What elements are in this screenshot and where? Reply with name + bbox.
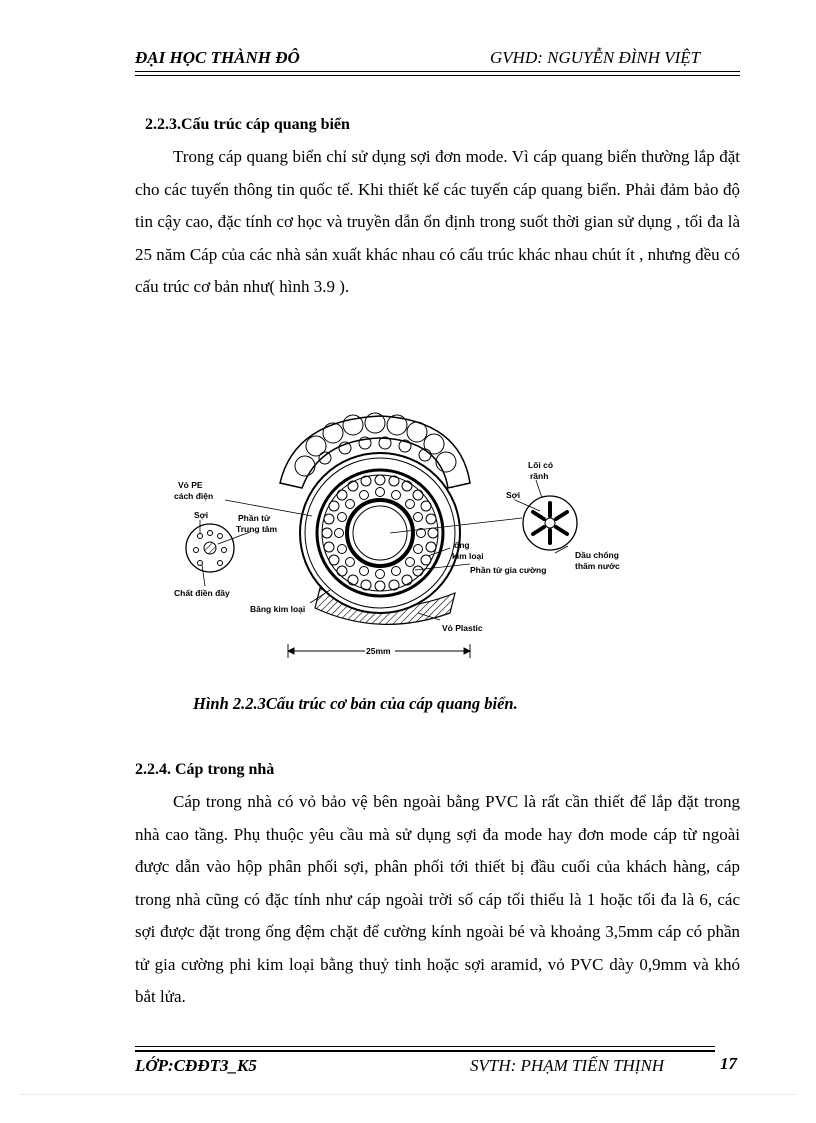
paragraph-submarine-cable	[135, 141, 740, 304]
section-heading-indoor-cable: 2.2.4. Cáp trong nhà	[135, 761, 275, 778]
label-dimension: 25mm	[366, 646, 391, 656]
figure-submarine-cable-structure	[170, 408, 650, 668]
label-ong: ống	[454, 540, 470, 550]
footer-class: LỚP:CĐĐT3_K5	[135, 1056, 257, 1075]
page-number: 17	[720, 1054, 737, 1073]
footer-rule-thick	[135, 1050, 715, 1052]
header-rule-secondary	[135, 75, 740, 76]
page-bottom-border	[20, 1094, 796, 1095]
footer-rule	[135, 1046, 715, 1047]
label-soi-left: Sợi	[194, 510, 209, 520]
figure-caption: Hình 2.2.3Cấu trúc cơ bản của cáp quang biển.	[193, 694, 518, 713]
label-ranh: rãnh	[530, 471, 549, 481]
label-bang-kim-loai: Băng kim loại	[250, 604, 306, 614]
label-dau-chong: Dầu chống	[575, 550, 619, 560]
label-cach-dien: cách điện	[174, 491, 214, 501]
cable-diagram	[170, 408, 650, 668]
label-soi-right: Sợi	[506, 490, 521, 500]
central-element-detail	[186, 524, 234, 572]
paragraph-indoor-cable	[135, 786, 740, 1014]
label-phan-tu: Phần tử	[238, 513, 271, 523]
label-vo-plastic: Vỏ Plastic	[442, 623, 483, 633]
header-school-name: ĐẠI HỌC THÀNH ĐÔ	[135, 48, 300, 67]
label-vo-pe: Vỏ PE	[178, 480, 203, 490]
label-kim-loai: kim loại	[452, 551, 484, 561]
section-heading-submarine-cable: 2.2.3.Cấu trúc cáp quang biển	[145, 116, 350, 133]
footer-student: SVTH: PHẠM TIẾN THỊNH	[470, 1056, 665, 1075]
label-tham-nuoc: thấm nước	[575, 561, 620, 571]
cable-cross-section	[300, 453, 460, 613]
label-trung-tam: Trung tâm	[236, 524, 278, 534]
slotted-core-detail	[523, 496, 577, 550]
label-chat-dien-day: Chất điền đầy	[174, 588, 230, 598]
header-supervisor: GVHD: NGUYỄN ĐÌNH VIỆT	[490, 48, 701, 67]
label-loi-co: Lõi có	[528, 460, 554, 470]
paragraph-indoor-cable-text: Cáp trong nhà có vỏ bảo vệ bên ngoài bằng PVC là rất cần thiết để lắp đặt trong nhà cao tầng. Phụ thuộc yêu cầu mà sử dụng sợi đa mode hay đơn mode cáp từ ngoài được dẫn vào hộp phân phối sợi, phân phối tới thiết bị đầu cuối của khách hàng, cáp trong nhà cũng có đặc tính như cáp ngoài trời số cáp tối thiểu là 1 hoặc tối đa là 6, các sợi được đặt trong ống đệm chặt để cường kính ngoài bé và khoảng 3,5mm cáp có phần tử gia cường phi kim loại bằng thuỷ tinh hoặc sợi aramid, vỏ PVC dày 0,9mm và khó bắt lửa.	[135, 792, 740, 1006]
label-phan-tu-gia-cuong: Phần tử gia cường	[470, 565, 547, 575]
paragraph-submarine-cable-text: Trong cáp quang biển chỉ sử dụng sợi đơn mode. Vì cáp quang biển thường lắp đặt cho các tuyến thông tin quốc tế. Khi thiết kế các tuyến cáp quang biển. Phải đảm bảo độ tin cậy cao, đặc tính cơ học và truyền dẫn ổn định trong suốt thời gian sử dụng , tối đa là 25 năm Cáp của các nhà sản xuất khác nhau có cấu trúc khác nhau chút ít , nhưng đều có cấu trúc cơ bản như( hình 3.9 ).	[135, 147, 740, 296]
header-rule	[135, 71, 740, 72]
